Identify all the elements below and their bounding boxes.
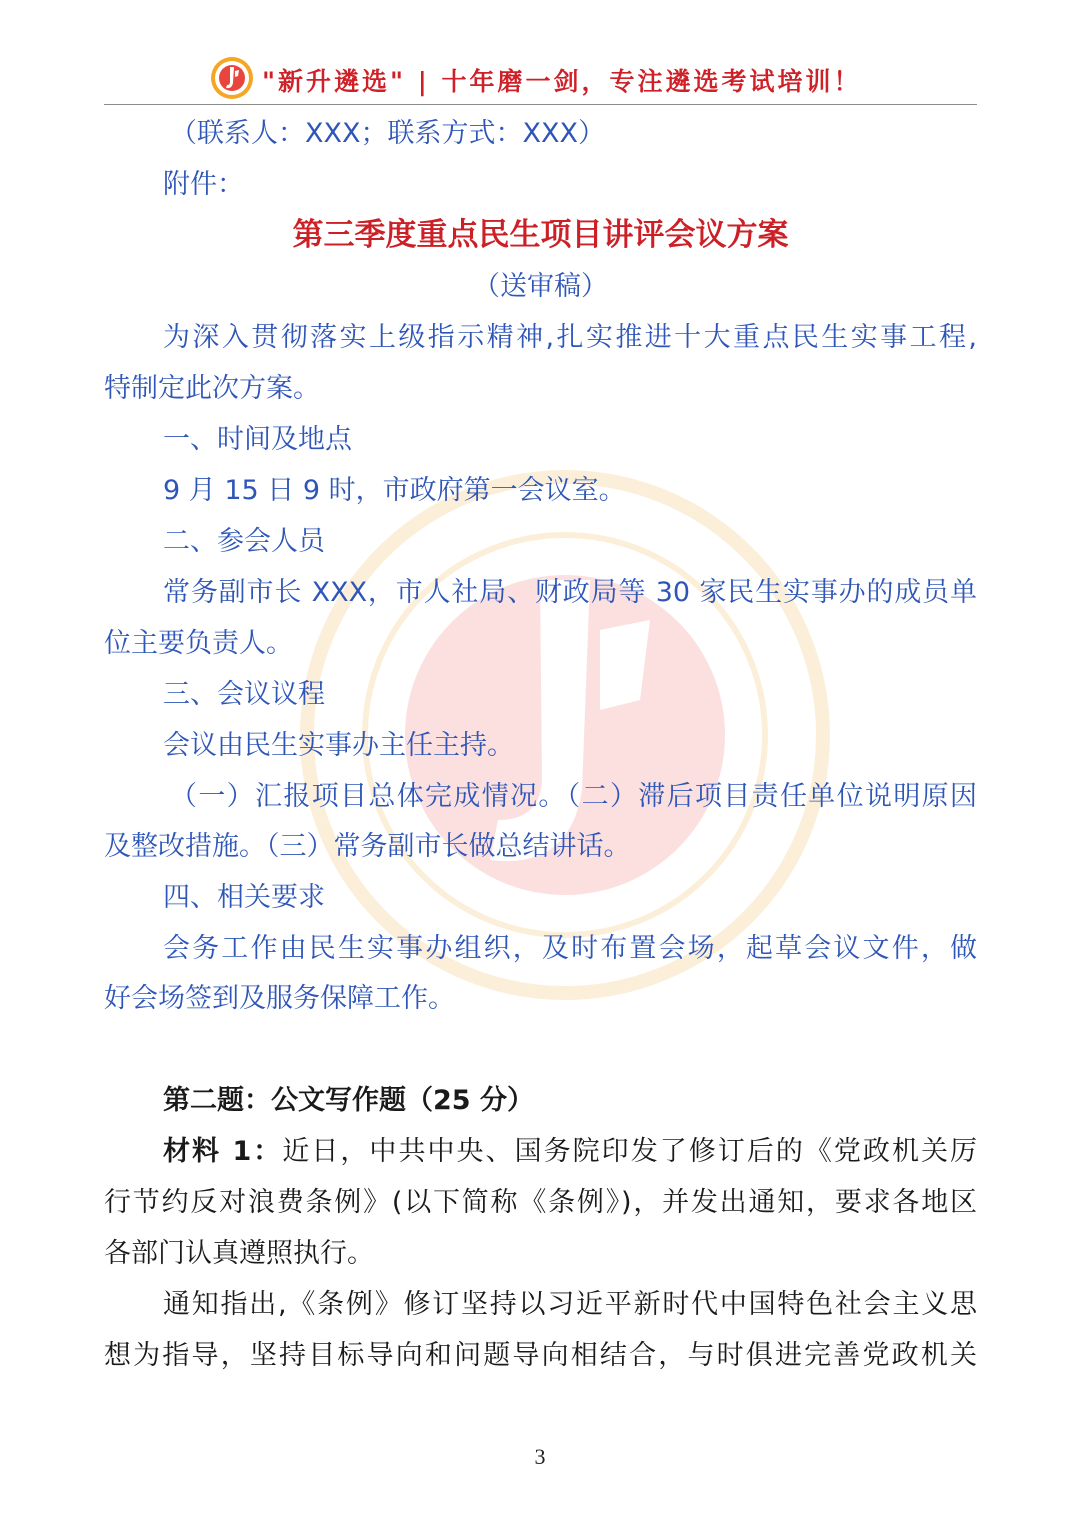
section2-heading: 二、参会人员 [163,526,325,557]
section4-heading: 四、相关要求 [163,882,325,913]
section3-line-1: （一）汇报项目总体完成情况。（二）滞后项目责任单位说明原因 [170,781,977,812]
contact-line: （联系人：XXX；联系方式：XXX） [170,118,605,149]
plan-subtitle: （送审稿） [473,271,608,302]
section2-line-1: 常务副市长 XXX，市人社局、财政局等 30 家民生实事办的成员单 [163,577,977,608]
material1-line-1 [163,1134,977,1170]
section3-line-2: 及整改措施。（三）常务副市长做总结讲话。 [104,831,631,862]
section4-line-1: 会务工作由民生实事办组织，及时布置会场，起草会议文件，做 [163,933,977,964]
page-number: 3 [534,1444,546,1469]
header-slogan: "新升遴选" | 十年磨一剑，专注遴选考试培训！ [262,67,862,96]
section3-text: 会议由民生实事办主任主持。 [163,730,514,761]
plan-title: 第三季度重点民生项目讲评会议方案 [292,217,789,253]
section1-heading: 一、时间及地点 [163,424,352,455]
section2-line-2: 位主要负责人。 [104,628,293,659]
notice-line-2: 想为指导，坚持目标导向和问题导向相结合，与时俱进完善党政机关 [104,1340,977,1371]
brand-logo-icon [210,56,254,100]
material1-line-2: 行节约反对浪费条例》(以下简称《条例》)，并发出通知，要求各地区 [104,1187,977,1218]
material1-line-1-text: 近日，中共中央、国务院印发了修订后的《党政机关厉 [282,1136,978,1167]
section1-text: 9 月 15 日 9 时，市政府第一会议室。 [163,475,626,506]
notice-line-1: 通知指出,《条例》修订坚持以习近平新时代中国特色社会主义思 [163,1289,977,1320]
page-header [104,52,977,105]
material1-line-3: 各部门认真遵照执行。 [104,1238,374,1269]
intro-line-2: 特制定此次方案。 [104,373,320,404]
question2-heading: 第二题：公文写作题（25 分） [163,1085,534,1116]
intro-line-1: 为深入贯彻落实上级指示精神,扎实推进十大重点民生实事工程, [163,322,977,353]
section3-heading: 三、会议议程 [163,679,325,710]
attachment-label: 附件： [163,169,244,200]
material1-label: 材料 1： [163,1136,283,1167]
section4-line-2: 好会场签到及服务保障工作。 [104,983,455,1014]
